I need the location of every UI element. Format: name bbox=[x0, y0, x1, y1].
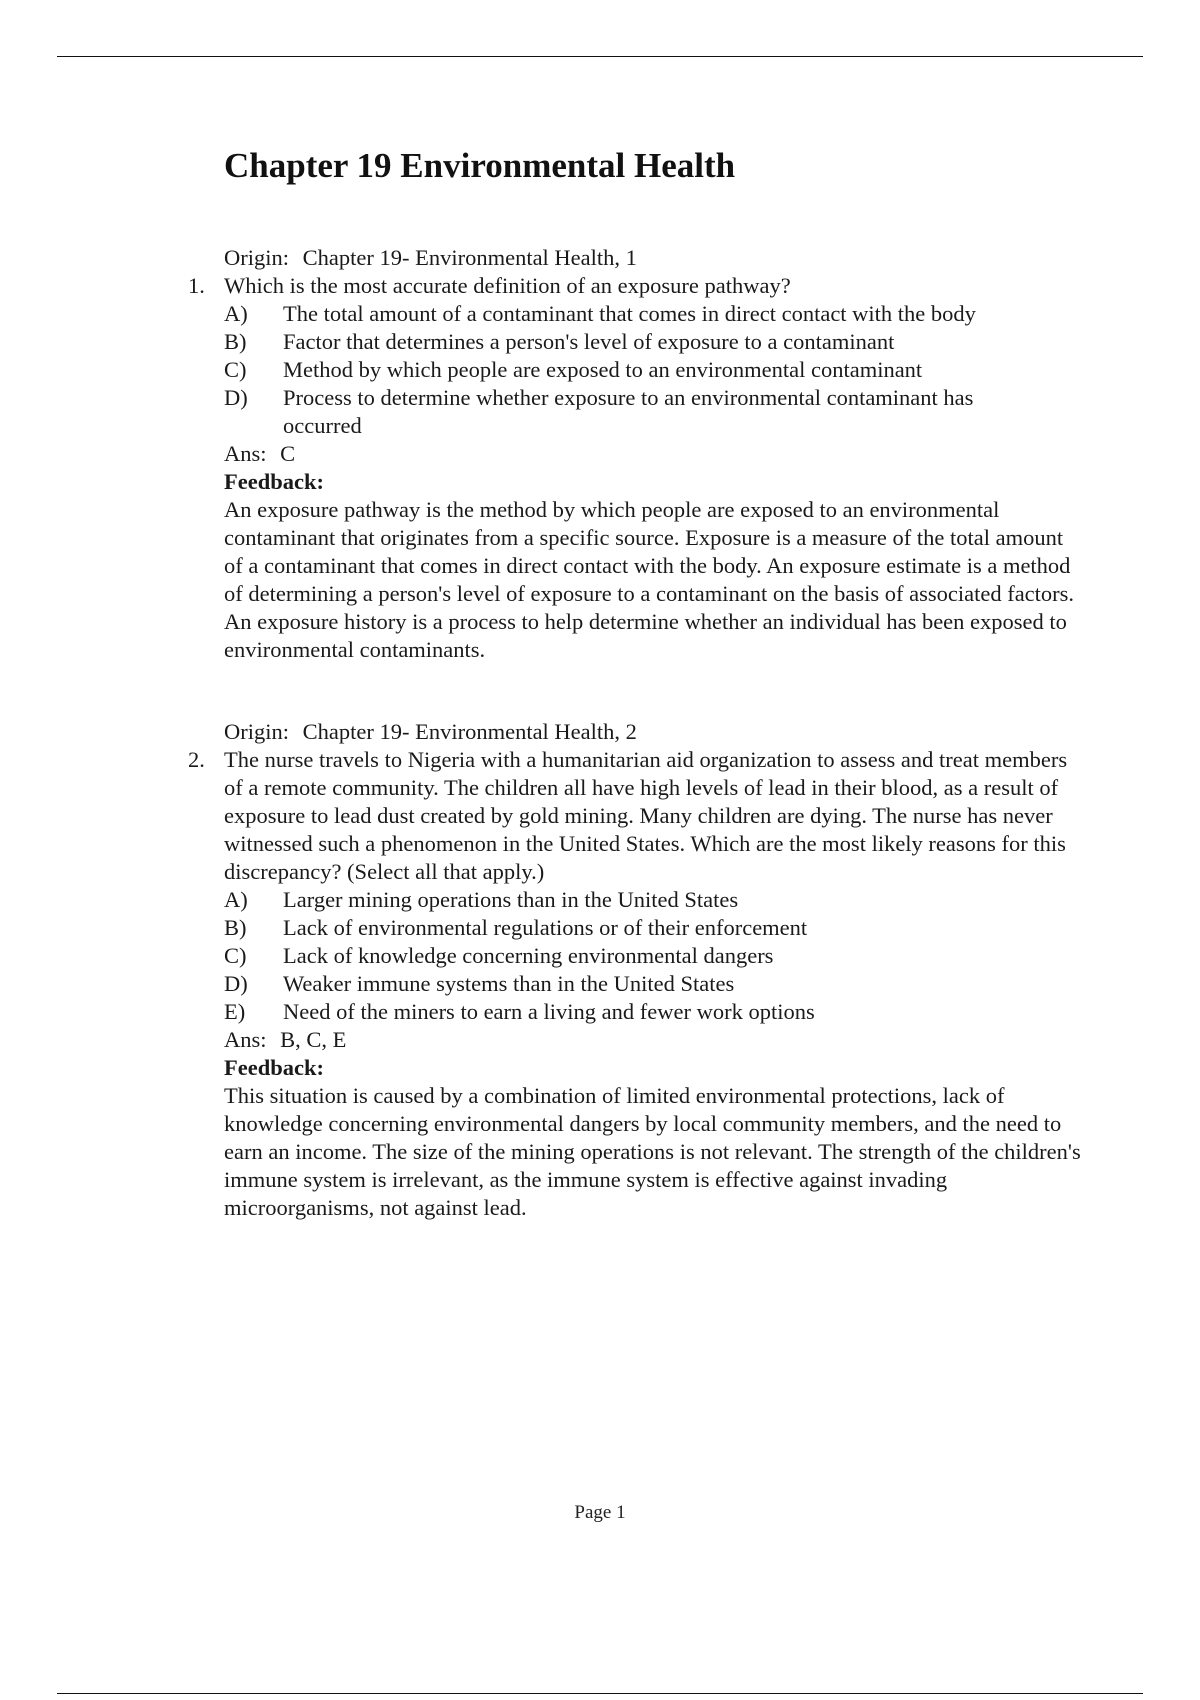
answer-label: Ans: bbox=[224, 441, 267, 466]
bottom-rule bbox=[57, 1693, 1143, 1694]
origin-line bbox=[224, 244, 1084, 272]
answer-value: C bbox=[280, 441, 296, 466]
option-text: Weaker immune systems than in the United States bbox=[283, 971, 735, 996]
origin-label: Origin: bbox=[224, 719, 289, 744]
question-block-1 bbox=[188, 244, 1084, 664]
option-text: Larger mining operations than in the United States bbox=[283, 887, 739, 912]
option-letter: D) bbox=[224, 385, 248, 410]
page-title: Chapter 19 Environmental Health bbox=[224, 146, 736, 185]
option-text: Need of the miners to earn a living and fewer work options bbox=[283, 999, 815, 1024]
question-block-2 bbox=[188, 718, 1084, 1222]
option-letter: C) bbox=[224, 943, 247, 968]
answer-label: Ans: bbox=[224, 1027, 267, 1052]
option-text: Method by which people are exposed to an environmental contaminant bbox=[283, 357, 923, 382]
option-a bbox=[224, 300, 1084, 328]
origin-value: Chapter 19- Environmental Health, 1 bbox=[302, 245, 637, 270]
question-number: 1. bbox=[188, 273, 205, 298]
answer-line bbox=[224, 1026, 1084, 1054]
option-d bbox=[224, 384, 1084, 440]
answer-options bbox=[224, 886, 1084, 1026]
option-letter: B) bbox=[224, 915, 247, 940]
question-text: The nurse travels to Nigeria with a humanitarian aid organization to assess and treat members of a remote community. The children all have high levels of lead in their blood, as a result of exposure to lead dust created by gold mining. Many children are dying. The nurse has never witnessed such a phenomenon in the United States. Which are the most likely reasons for this discrepancy? (Select all that apply.) bbox=[224, 747, 1068, 884]
option-letter: E) bbox=[224, 999, 246, 1024]
option-e bbox=[224, 998, 1084, 1026]
page-content bbox=[188, 140, 1084, 1222]
option-letter: A) bbox=[224, 301, 248, 326]
feedback-label: Feedback: bbox=[224, 1055, 324, 1080]
option-c bbox=[224, 942, 1084, 970]
page-number: Page 1 bbox=[574, 1502, 626, 1523]
origin-value: Chapter 19- Environmental Health, 2 bbox=[302, 719, 637, 744]
top-rule bbox=[57, 56, 1143, 57]
feedback-text: This situation is caused by a combination of limited environmental protections, lack of knowledge concerning environmental dangers by local community members, and the need to earn an income. The size of the mining operations is not relevant. The strength of the children's immune system is irrelevant, as the immune system is effective against invading microorganisms, not against lead. bbox=[224, 1083, 1081, 1220]
origin-label: Origin: bbox=[224, 245, 289, 270]
feedback-label: Feedback: bbox=[224, 469, 324, 494]
option-letter: D) bbox=[224, 971, 248, 996]
option-letter: C) bbox=[224, 357, 247, 382]
option-letter: A) bbox=[224, 887, 248, 912]
origin-line bbox=[224, 718, 1084, 746]
question-stem bbox=[188, 746, 1084, 886]
option-d bbox=[224, 970, 1084, 998]
option-text: Lack of knowledge concerning environmental dangers bbox=[283, 943, 774, 968]
question-number: 2. bbox=[188, 747, 205, 772]
option-b bbox=[224, 328, 1084, 356]
option-text: Factor that determines a person's level of exposure to a contaminant bbox=[283, 329, 895, 354]
option-text: The total amount of a contaminant that comes in direct contact with the body bbox=[283, 301, 976, 326]
option-c bbox=[224, 356, 1084, 384]
option-letter: B) bbox=[224, 329, 247, 354]
answer-line bbox=[224, 440, 1084, 468]
feedback-text: An exposure pathway is the method by which people are exposed to an environmental contaminant that originates from a specific source. Exposure is a measure of the total amount of a contaminant that comes in direct contact with the body. An exposure estimate is a method of determining a person's level of exposure to a contaminant on the basis of associated factors. An exposure history is a process to help determine whether an individual has been exposed to environmental contaminants. bbox=[224, 497, 1075, 662]
answer-options bbox=[224, 300, 1084, 440]
answer-value: B, C, E bbox=[280, 1027, 347, 1052]
option-a bbox=[224, 886, 1084, 914]
question-text: Which is the most accurate definition of an exposure pathway? bbox=[224, 273, 791, 298]
option-text: Process to determine whether exposure to an environmental contaminant has occurred bbox=[283, 385, 974, 438]
option-text: Lack of environmental regulations or of their enforcement bbox=[283, 915, 808, 940]
option-b bbox=[224, 914, 1084, 942]
question-stem bbox=[188, 272, 1084, 300]
